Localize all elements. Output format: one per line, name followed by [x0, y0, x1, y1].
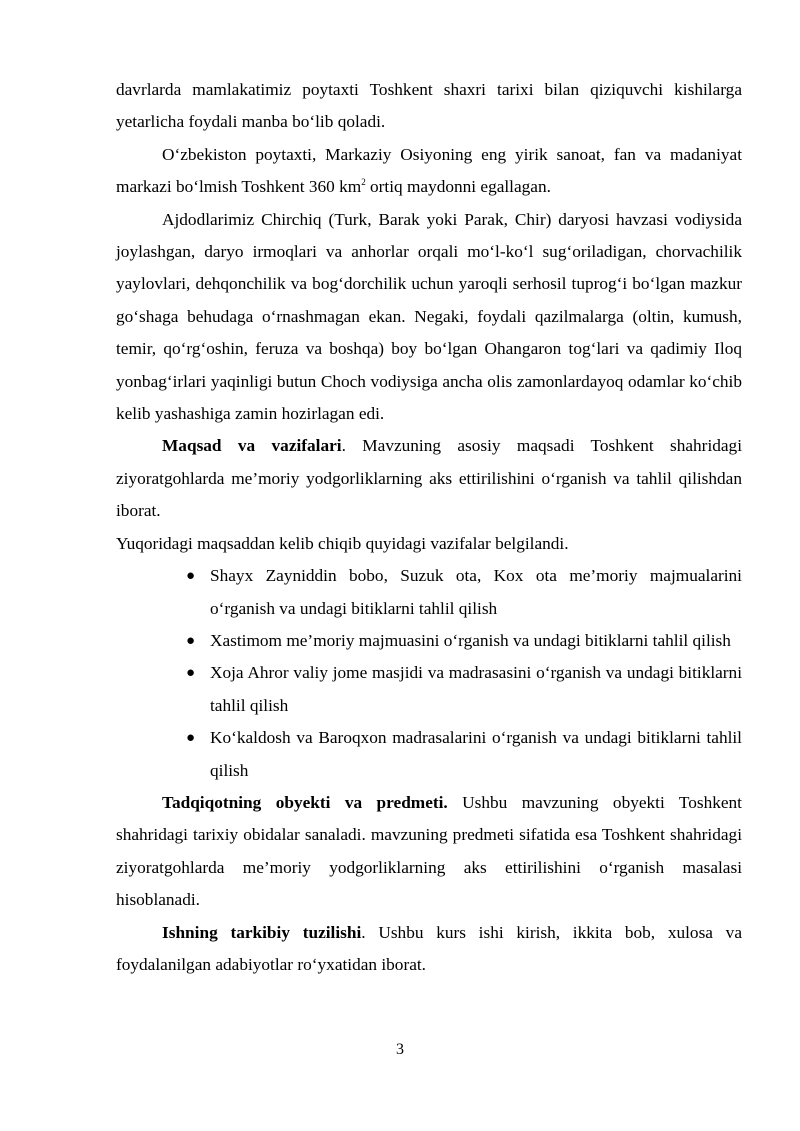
structure-text: . Ushbu kurs ishi kirish, ikkita bob, xulosa va foydalanilgan adabiyotlar ro‘yxatidan iborat.: [116, 922, 742, 974]
page-number: 3: [396, 1041, 404, 1058]
bullet-icon: ●: [186, 568, 196, 585]
list-item: [186, 657, 742, 722]
tasks-list: [116, 560, 742, 787]
list-item: [186, 625, 742, 657]
bullet-icon: ●: [186, 665, 196, 682]
capital-area-tail: ortiq maydonni egallagan.: [365, 177, 551, 197]
task-text: Ko‘kaldosh va Baroqxon madrasalarini o‘rganish va undagi bitiklarni tahlil qilish: [210, 728, 742, 780]
capital-area-text: O‘zbekiston poytaxti, Markaziy Osiyoning eng yirik sanoat, fan va madaniyat markazi bo‘lmish Toshkent 360 km: [116, 144, 742, 197]
tasks-intro: Yuqoridagi maqsaddan kelib chiqib quyidagi vazifalar belgilandi.: [116, 533, 569, 553]
paragraph-structure: [116, 917, 742, 982]
task-text: Shayx Zayniddin bobo, Suzuk ota, Kox ota me’moriy majmualarini o‘rganish va undagi bitiklarni tahlil qilish: [210, 566, 742, 618]
object-heading: Tadqiqotning obyekti va predmeti.: [162, 792, 448, 812]
goal-text: . Mavzuning asosiy maqsadi Toshkent shahridagi ziyoratgohlarda me’moriy yodgorliklarning aks ettirilishini o‘rganish va tahlil qilishdan iborat.: [116, 436, 742, 521]
paragraph-goal: [116, 430, 742, 527]
task-text: Xastimom me’moriy majmuasini o‘rganish va undagi bitiklarni tahlil qilish: [210, 630, 731, 650]
paragraph-ancestors: Ajdodlarimiz Chirchiq (Turk, Barak yoki Parak, Chir) daryosi havzasi vodiysida joylashgan, daryo irmoqlari va anhorlar orqali mo‘l-ko‘l sug‘oriladigan, chorvachilik yaylovlari, dehqonchilik va bog‘dorchilik uchun yaroqli serhosil tuprog‘i bo‘lgan mazkur go‘shaga behudaga o‘rnashmagan ekan. Negaki, foydali qazilmalarga (oltin, kumush, temir, qo‘rg‘oshin, feruza va boshqa) boy bo‘lgan Ohangaron tog‘lari va qadimiy Iloq yonbag‘irlari yaqinligi butun Choch vodiysiga ancha olis zamonlardayoq odamlar ko‘chib kelib yashashiga zamin hozirlagan edi.: [116, 209, 742, 424]
document-page: [116, 74, 742, 981]
structure-heading: Ishning tarkibiy tuzilishi: [162, 922, 362, 942]
list-item: [186, 722, 742, 787]
goal-heading: Maqsad va vazifalari: [162, 436, 342, 456]
paragraph-capital-area: [116, 139, 742, 204]
paragraph-research-object: [116, 787, 742, 917]
paragraph-intro-continuation: davrlarda mamlakatimiz poytaxti Toshkent shaxri tarixi bilan qiziquvchi kishilarga yetarlicha foydali manba bo‘lib qoladi.: [116, 80, 742, 132]
area-superscript: 2: [361, 177, 366, 188]
bullet-icon: ●: [186, 730, 196, 747]
list-item: [186, 560, 742, 625]
bullet-icon: ●: [186, 632, 196, 649]
task-text: Xoja Ahror valiy jome masjidi va madrasasini o‘rganish va undagi bitiklarni tahlil qilish: [210, 663, 742, 715]
object-text: Ushbu mavzuning obyekti Toshkent shahridagi tarixiy obidalar sanaladi. mavzuning predmeti sifatida esa Toshkent shahridagi ziyoratgohlarda me’moriy yodgorliklarning aks ettirilishini o‘rganish masalasi hisoblanadi.: [116, 792, 742, 910]
